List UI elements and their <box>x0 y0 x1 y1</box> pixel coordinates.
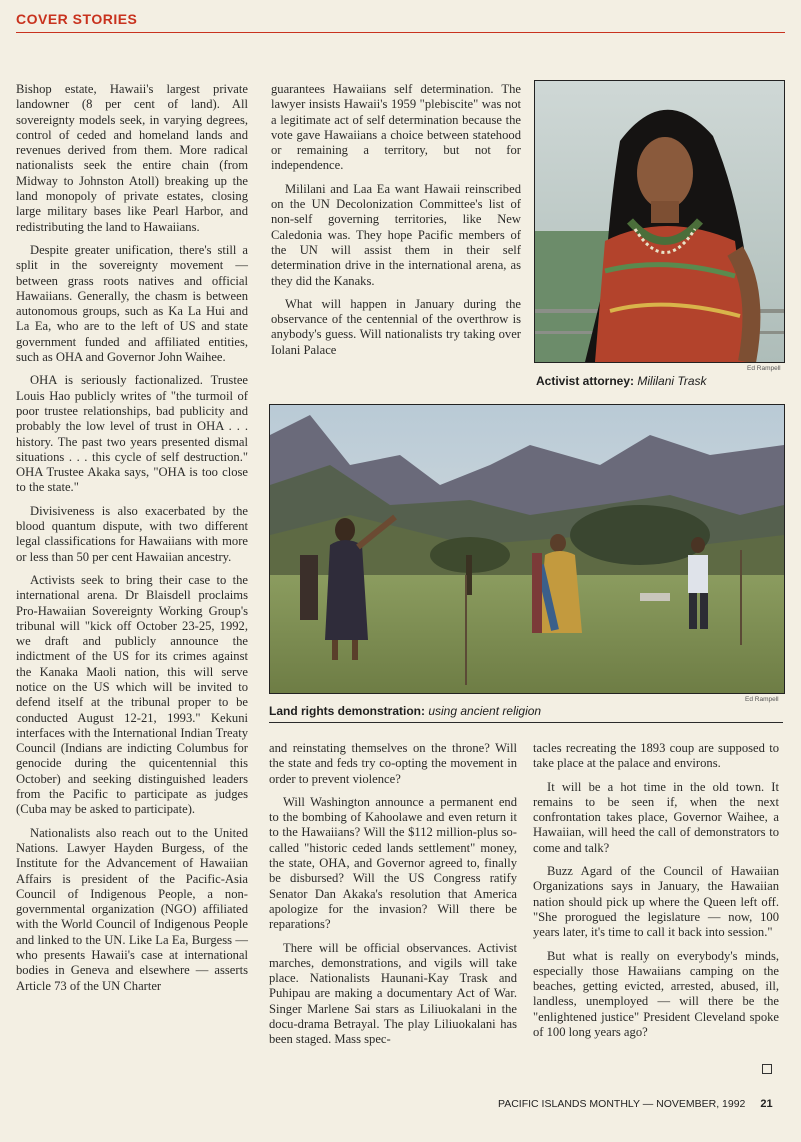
paragraph: Will Washington announce a permanent end to the bombing of Kahoolawe and even return it to the Hawaiians? Will the $112 million-plus so-called "historic ceded lands settlement" money, the state, OHA, and Governor agreed to, finally be disbursed? Will the US Congress ratify Senator Dan Akaka's resolution that America apologize for the invasion? Will there be reparations? <box>269 794 517 932</box>
article-column-1 <box>16 82 248 1002</box>
article-column-2-bottom <box>269 741 517 1056</box>
caption-lead: Land rights demonstration: <box>269 704 425 718</box>
paragraph: Buzz Agard of the Council of Hawaiian Organizations says in January, the Hawaiian nation should pick up where the Queen left off. "She prorogued the legislature — now, 100 years later, it's time to call it back into session." <box>533 864 779 940</box>
paragraph: But what is really on everybody's minds, especially those Hawaiians camping on the beaches, getting evicted, arrested, abused, ill, landless, unemployed — will there be the "enlightened justice" President Cleveland spoke of 100 long years ago? <box>533 948 779 1040</box>
page-number: 21 <box>760 1098 773 1110</box>
paragraph: What will happen in January during the observance of the centennial of the overthrow is anybody's guess. Will nationalists try taking over Iolani Palace <box>271 296 521 357</box>
page-footer <box>498 1098 773 1110</box>
publication-line: PACIFIC ISLANDS MONTHLY — NOVEMBER, 1992 <box>498 1098 746 1110</box>
paragraph: Despite greater unification, there's still a split in the sovereignty movement — between grass roots natives and official Hawaiians. Generally, the chasm is between autonomous groups, such as Ka La Hui and La Ea, who are to the left of US and state government funded and affiliated entities, such as OHA and Governor John Waihee. <box>16 242 248 365</box>
paragraph: Divisiveness is also exacerbated by the blood quantum dispute, with two different legal classifications for Hawaiians with more or less than 50 per cent Hawaiian ancestry. <box>16 503 248 564</box>
paragraph: Mililani and Laa Ea want Hawaii reinscribed on the UN Decolonization Committee's list of non-self governing territories, like New Caledonia was. They hope Pacific members of the UN will assist them in their self determination drive in the international arena, as they did the Kanaks. <box>271 181 521 288</box>
end-of-article-mark <box>762 1064 772 1074</box>
caption-text: Mililani Trask <box>637 374 707 388</box>
caption-text: using ancient religion <box>428 704 542 718</box>
paragraph: tacles recreating the 1893 coup are supposed to take place at the palace and environs. <box>533 741 779 771</box>
demonstration-photo-image <box>270 405 784 693</box>
section-label: COVER STORIES <box>16 11 138 27</box>
paragraph: Bishop estate, Hawaii's largest private landowner (8 per cent of land). All sovereignty models seek, in varying degrees, control of ceded and homeland lands and revenues derived from them. More radical nationalists seek the entire chain (from Midway to Johnston Atoll) breaking up the land monopoly of private estates, closing large military bases like Pearl Harbor, and redistributing the land to Hawaiians. <box>16 82 248 234</box>
paragraph: OHA is seriously factionalized. Trustee Louis Hao publicly writes of "the turmoil of poor trustee relationships, bad publicity and probably the low level of trust in OHA . . . history. The past two years presented dismal situations . . . this cycle of self destruction." OHA Trustee Akaka says, "OHA is too close to the state." <box>16 373 248 495</box>
paragraph: guarantees Hawaiians self determination. The lawyer insists Hawaii's 1959 "plebiscite" was not a legitimate act of self determination because the vote gave Hawaiians a choice between statehood or remaining a territory, but not for independence. <box>271 82 521 173</box>
paragraph: Activists seek to bring their case to the international arena. Dr Blaisdell proclaims Pro-Hawaiian Sovereignty Working Group's tribunal will "kick off October 23-25, 1992, we draft and publicly announce the indictment of the US for its crimes against the Kanaka Maoli nation, this will serve notice on the US which will be invited to defend itself at the tribunal proper to be conducted August 12-21, 1993." Kekuni interfaces with the International Indian Treaty Council (Indians are indicting Columbus for genocide during the quicentennial this October) and seeking distinguished leaders from the Pacific to participate as judges (Cuba may be asked to participate). <box>16 572 248 817</box>
page-header <box>16 10 785 33</box>
paragraph: There will be official observances. Activist marches, demonstrations, and vigils will take place. Nationalists Haunani-Kay Trask and Puhipau are making a documentary Act of War. Singer Marlene Sai stars as Liliuokalani in the docu-drama Betrayal. The play Liliuokalani has been staged. Mass spec- <box>269 940 517 1047</box>
article-column-3-bottom <box>533 741 779 1048</box>
demonstration-photo <box>269 404 785 694</box>
photo-credit: Ed Rampell <box>747 365 781 372</box>
caption-lead: Activist attorney: <box>536 374 635 388</box>
portrait-photo <box>534 80 785 363</box>
caption-divider <box>269 722 783 723</box>
photo-credit: Ed Rampell <box>745 696 779 703</box>
paragraph: Nationalists also reach out to the United Nations. Lawyer Hayden Burgess, of the Institute for the Advancement of Hawaiian Affairs is president of the Pacific-Asia Council of Indigenous People, a non-governmental organization (NGO) affiliated with the World Council of Indigenous People and linked to the UN. Like La Ea, Burgess — who presents Hawaii's case at international bodies in Geneva and elsewhere — asserts Article 73 of the UN Charter <box>16 825 248 993</box>
paragraph: It will be a hot time in the old town. It remains to be seen if, when the next confrontation takes place, Governor Waihee, a Hawaiian, will heed the call of demonstrators to come and talk? <box>533 779 779 855</box>
portrait-photo-image <box>535 81 784 362</box>
demonstration-caption <box>269 704 783 718</box>
paragraph: and reinstating themselves on the throne? Will the state and feds try co-opting the movement in order to prevent violence? <box>269 741 517 786</box>
portrait-caption <box>536 374 784 388</box>
article-column-2-top <box>271 82 521 366</box>
